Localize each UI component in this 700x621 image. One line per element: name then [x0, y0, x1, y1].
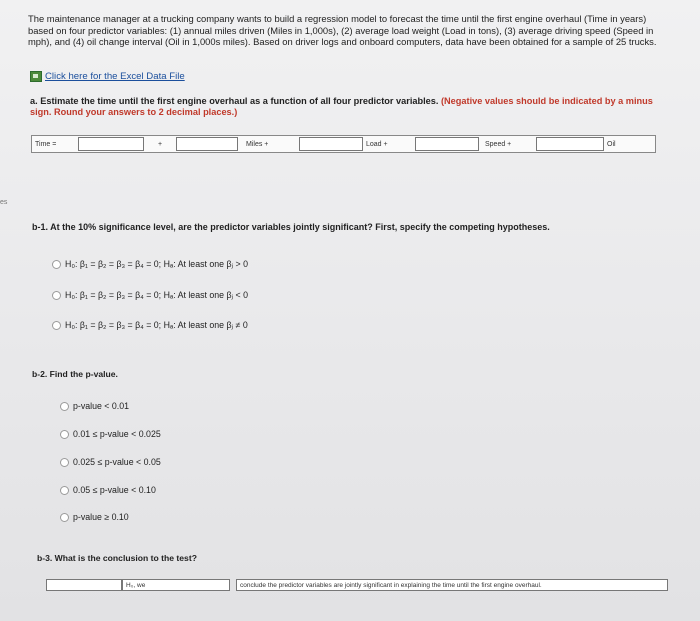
b1-option-2-label: H₀: β₁ = β₂ = β₃ = β₄ = 0; Hₐ: At least one βⱼ < 0	[65, 290, 249, 300]
excel-data-link[interactable]	[30, 71, 185, 82]
conclusion-select-1[interactable]	[46, 579, 122, 591]
radio-button[interactable]	[60, 486, 69, 495]
radio-button[interactable]	[52, 321, 61, 330]
excel-file-icon	[30, 71, 42, 82]
b2-option-5[interactable]	[60, 512, 129, 522]
b2-question: b-2. Find the p-value.	[32, 369, 118, 379]
miles-label: Miles +	[246, 140, 269, 148]
b2-option-4-label: 0.05 ≤ p-value < 0.10	[73, 485, 156, 495]
intercept-input[interactable]	[78, 137, 144, 151]
b2-option-1[interactable]	[60, 401, 129, 411]
b2-option-2[interactable]	[60, 429, 161, 439]
miles-coef-input[interactable]	[176, 137, 238, 151]
part-a-question	[30, 96, 670, 119]
conclusion-select-2[interactable]: H₀, we	[122, 579, 230, 591]
load-label: Load +	[366, 140, 388, 148]
speed-label: Speed +	[485, 140, 512, 148]
b2-option-2-label: 0.01 ≤ p-value < 0.025	[73, 429, 161, 439]
b1-option-1[interactable]	[52, 259, 248, 270]
oil-label: Oil	[607, 140, 616, 148]
regression-equation-row	[31, 135, 656, 153]
radio-button[interactable]	[60, 458, 69, 467]
load-coef-input[interactable]	[299, 137, 363, 151]
radio-button[interactable]	[60, 402, 69, 411]
problem-intro: The maintenance manager at a trucking company wants to build a regression model to forecast the time until the first engine overhaul (Time in years) based on four predictor variables: (1) annual miles driven (Miles in 1,000s), (2) average load weight (Load in tons), (3) average driving speed (Speed in mph), and (4) oil change interval (Oil in 1,000s miles). Based on driver logs and onboard computers, data have been obtained for a sample of 25 trucks.	[28, 13, 657, 48]
part-a-text: a. Estimate the time until the first engine overhaul as a function of all four predictor variables.	[30, 96, 439, 106]
sign-select-1[interactable]: +	[157, 140, 163, 148]
part-a-note: (Negative values should be indicated by a minus sign. Round your answers to 2 decimal places.)	[30, 96, 653, 118]
b3-answer-row	[46, 578, 668, 592]
b2-option-5-label: p-value ≥ 0.10	[73, 512, 129, 522]
speed-coef-input[interactable]	[415, 137, 479, 151]
radio-button[interactable]	[60, 513, 69, 522]
radio-button[interactable]	[52, 291, 61, 300]
equation-lhs: Time =	[35, 140, 57, 148]
b1-option-1-label: H₀: β₁ = β₂ = β₃ = β₄ = 0; Hₐ: At least one βⱼ > 0	[65, 259, 249, 269]
b1-option-2[interactable]	[52, 290, 248, 301]
radio-button[interactable]	[52, 260, 61, 269]
b1-option-3[interactable]	[52, 320, 248, 331]
b2-option-3-label: 0.025 ≤ p-value < 0.05	[73, 457, 161, 467]
side-marker: es	[0, 199, 8, 206]
b1-question: b-1. At the 10% significance level, are the predictor variables jointly significant? First, specify the competing hypotheses.	[32, 222, 550, 232]
radio-button[interactable]	[60, 430, 69, 439]
b2-option-3[interactable]	[60, 457, 161, 467]
conclusion-text[interactable]: conclude the predictor variables are jointly significant in explaining the time until the first engine overhaul.	[236, 579, 668, 591]
b3-question: b-3. What is the conclusion to the test?	[37, 553, 197, 563]
oil-coef-input[interactable]	[536, 137, 604, 151]
b2-option-1-label: p-value < 0.01	[73, 401, 129, 411]
b1-option-3-label: H₀: β₁ = β₂ = β₃ = β₄ = 0; Hₐ: At least one βⱼ ≠ 0	[65, 320, 248, 330]
excel-link-text[interactable]: Click here for the Excel Data File	[45, 71, 185, 82]
b2-option-4[interactable]	[60, 485, 156, 495]
